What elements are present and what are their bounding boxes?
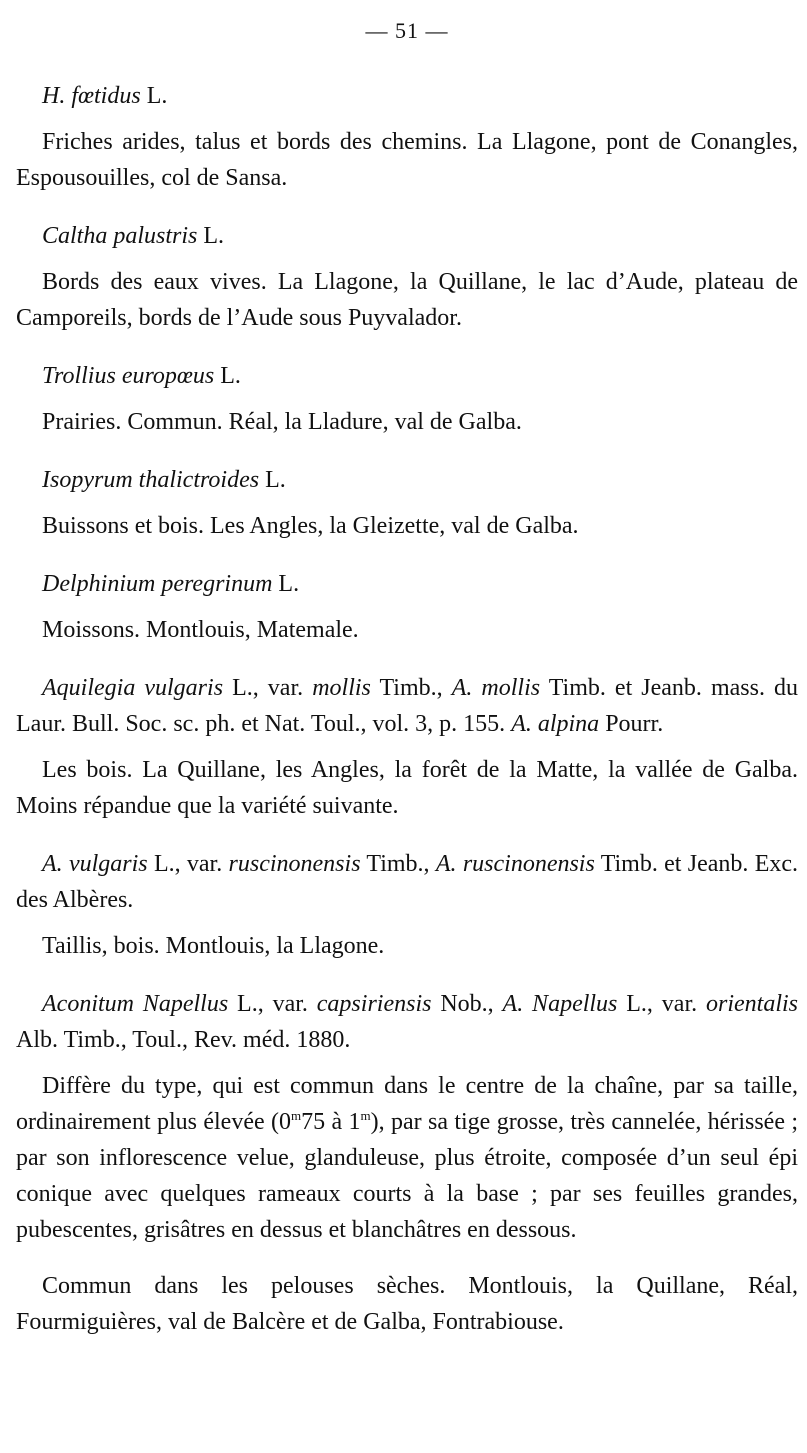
page-number: — 51 — — [365, 18, 449, 43]
species-entry — [16, 566, 798, 648]
species-name — [16, 78, 798, 114]
species-binomial: Aconitum Napellus — [42, 991, 229, 1017]
species-entry — [16, 78, 798, 196]
species-name — [16, 986, 798, 1058]
species-description: Moissons. Montlouis, Matemale. — [42, 617, 359, 643]
description-text: 75 à 1 — [301, 1109, 361, 1135]
species-binomial: Isopyrum thalictroides — [42, 467, 260, 493]
species-binomial: Aquilegia vulgaris — [42, 675, 224, 701]
synonym-variety: orientalis — [706, 991, 799, 1017]
species-author: L. — [259, 467, 286, 493]
species-binomial: Caltha palustris — [42, 223, 198, 249]
species-entry — [16, 846, 798, 964]
synonym-reference: Alb. Timb., Toul., Rev. méd. 1880. — [16, 1027, 351, 1053]
variety-name: mollis — [312, 675, 371, 701]
synonym-reference: Timb. et Jeanb. Exc. des Albères. — [16, 851, 799, 913]
species-author: L. — [272, 571, 300, 597]
synonym-author: L., var. — [617, 991, 706, 1017]
species-name — [16, 670, 798, 742]
variety-author: Nob., — [431, 991, 503, 1017]
species-author: L. — [197, 223, 225, 249]
species-name — [16, 566, 798, 602]
species-binomial: Trollius europœus — [42, 363, 215, 389]
species-entry — [16, 218, 798, 336]
synonym-name: A. alpina — [511, 711, 600, 737]
species-description: Prairies. Commun. Réal, la Lladure, val de Galba. — [42, 409, 522, 435]
species-description: Les bois. La Quillane, les Angles, la forêt de la Matte, la vallée de Galba. Moins répandue que la variété suivante. — [16, 757, 798, 819]
species-habitat: Commun dans les pelouses sèches. Montlouis, la Quillane, Réal, Fourmiguières, val de Balcère et de Galba, Fontrabiouse. — [16, 1273, 798, 1335]
species-binomial: H. fœtidus — [42, 83, 141, 109]
species-name — [16, 846, 798, 918]
variety-name: ruscinonensis — [228, 851, 361, 877]
species-author: L., var. — [147, 851, 229, 877]
species-binomial: Delphinium peregrinum — [42, 571, 273, 597]
synonym-name: A. Napellus — [502, 991, 618, 1017]
variety-author: Timb., — [360, 851, 436, 877]
species-description: Bords des eaux vives. La Llagone, la Quillane, le lac d’Aude, plateau de Camporeils, bords de l’Aude sous Puyvalador. — [16, 269, 798, 331]
synonym-author: Pourr. — [599, 711, 664, 737]
species-entry — [16, 986, 798, 1340]
species-author: L., var. — [223, 675, 313, 701]
synonym-name: A. ruscinonensis — [435, 851, 595, 877]
book-page — [16, 14, 798, 1340]
species-description — [16, 1068, 798, 1248]
description-text: Diffère du type, qui est commun dans le centre de la chaîne, par sa taille, ordinairement plus élevée (0 — [16, 1073, 798, 1135]
species-binomial: A. vulgaris — [42, 851, 148, 877]
species-name — [16, 218, 798, 254]
species-description: Buissons et bois. Les Angles, la Gleizette, val de Galba. — [42, 513, 579, 539]
species-name — [16, 358, 798, 394]
species-entry — [16, 670, 798, 824]
species-description: Friches arides, talus et bords des chemins. La Llagone, pont de Conangles, Espousouilles, col de Sansa. — [16, 129, 798, 191]
species-author: L., var. — [228, 991, 317, 1017]
species-entry — [16, 358, 798, 440]
species-name — [16, 462, 798, 498]
species-author: L. — [214, 363, 241, 389]
synonym-reference: Timb. et Jeanb. mass. du Laur. Bull. Soc. sc. ph. et Nat. Toul., vol. 3, p. 155. — [16, 675, 799, 737]
species-description: Taillis, bois. Montlouis, la Llagone. — [42, 933, 385, 959]
variety-author: Timb., — [370, 675, 452, 701]
species-author: L. — [140, 83, 168, 109]
synonym-name: A. mollis — [451, 675, 541, 701]
variety-name: capsiriensis — [316, 991, 432, 1017]
description-text: ), par sa tige grosse, très cannelée, hérissée ; par son inflorescence velue, glanduleuse, plus étroite, composée d’un seul épi conique avec quelques rameaux courts à la base ; par ses feuilles grandes, pubescentes, grisâtres en dessus et blanchâtres en dessous. — [16, 1109, 799, 1243]
species-entry — [16, 462, 798, 544]
unit-superscript: m — [360, 1108, 371, 1123]
unit-superscript: m — [290, 1108, 302, 1123]
